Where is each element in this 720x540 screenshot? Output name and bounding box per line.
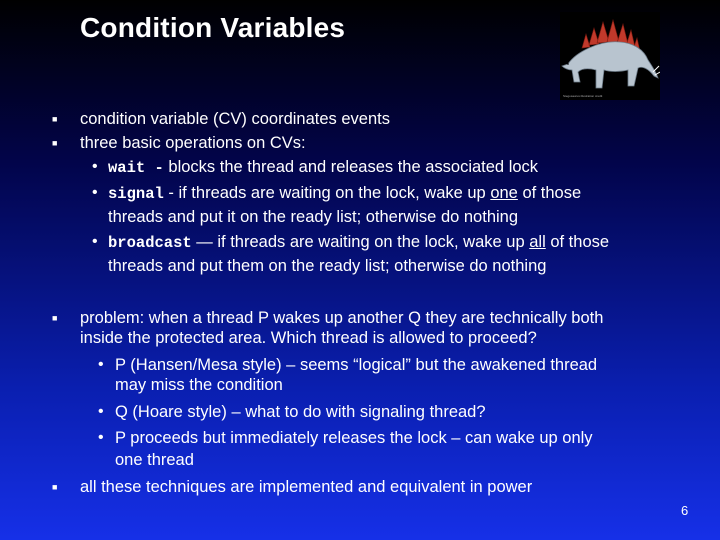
dot-bullet-icon: • — [98, 356, 104, 373]
signal-underlined-word: one — [490, 184, 518, 202]
wait-keyword: wait - — [108, 159, 164, 177]
image-caption: Stegosaurus illustration credit — [563, 94, 603, 98]
signal-description-end: of those — [517, 184, 582, 202]
broadcast-description: — if threads are waiting on the lock, wake up — [191, 233, 530, 251]
dot-bullet-icon: • — [92, 233, 98, 250]
page-number: 6 — [681, 503, 689, 518]
bullet-text: condition variable (CV) coordinates events — [80, 110, 390, 128]
broadcast-description-end: of those — [545, 233, 610, 251]
square-bullet-icon: ■ — [52, 138, 58, 148]
bullet-text: problem: when a thread P wakes up another Q they are technically both — [80, 309, 604, 327]
sub-bullet-signal — [108, 183, 581, 204]
square-bullet-icon: ■ — [52, 313, 58, 323]
sub-bullet-text: P (Hansen/Mesa style) – seems “logical” but the awakened thread — [115, 356, 598, 374]
sub-bullet-text-continuation: one thread — [115, 451, 194, 469]
slide-title: Condition Variables — [80, 12, 346, 43]
dot-bullet-icon: • — [98, 403, 104, 420]
signal-keyword: signal — [108, 185, 164, 203]
sub-bullet-broadcast-continuation: threads and put them on the ready list; otherwise do nothing — [108, 257, 547, 275]
square-bullet-icon: ■ — [52, 114, 58, 124]
wait-description: blocks the thread and releases the associated lock — [163, 158, 539, 176]
bullet-text: three basic operations on CVs: — [80, 134, 306, 152]
sub-bullet-text-continuation: may miss the condition — [115, 376, 283, 394]
sub-bullet-signal-continuation: threads and put it on the ready list; otherwise do nothing — [108, 208, 519, 226]
dot-bullet-icon: • — [92, 158, 98, 175]
sub-bullet-broadcast — [108, 232, 609, 253]
signal-description: - if threads are waiting on the lock, wake up — [163, 184, 491, 202]
broadcast-underlined-word: all — [529, 233, 546, 251]
sub-bullet-text: Q (Hoare style) – what to do with signaling thread? — [115, 403, 486, 421]
broadcast-keyword: broadcast — [108, 234, 192, 252]
dot-bullet-icon: • — [92, 184, 98, 201]
bullet-text-continuation: inside the protected area. Which thread is allowed to proceed? — [80, 329, 537, 347]
dot-bullet-icon: • — [98, 429, 104, 446]
bullet-text: all these techniques are implemented and equivalent in power — [80, 478, 533, 496]
square-bullet-icon: ■ — [52, 482, 58, 492]
sub-bullet-wait — [108, 157, 538, 178]
sub-bullet-text: P proceeds but immediately releases the lock – can wake up only — [115, 429, 593, 447]
